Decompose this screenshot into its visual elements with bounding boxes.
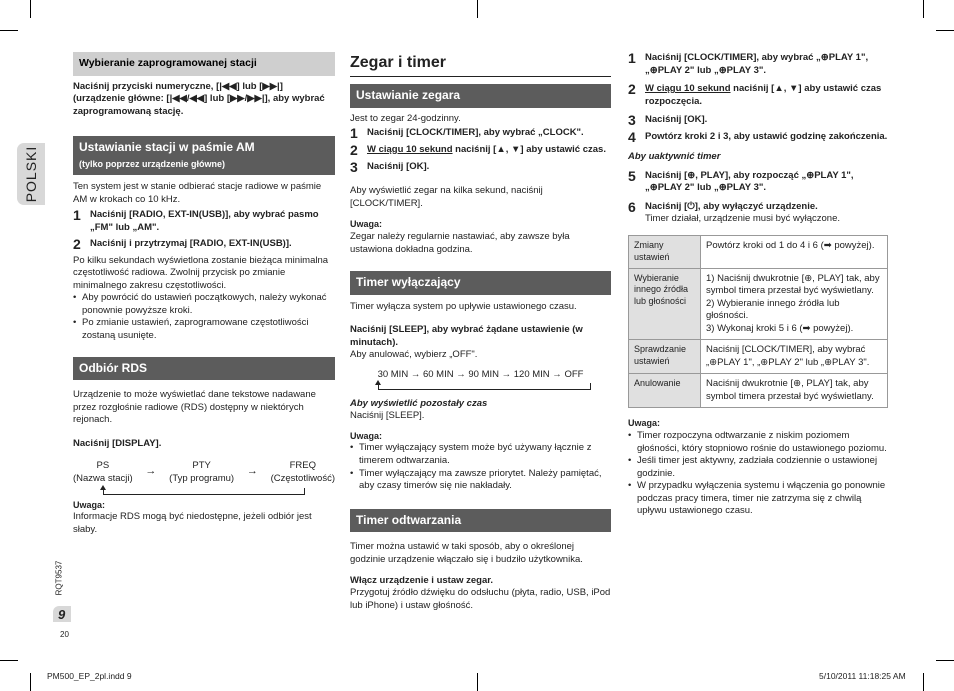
clock-note: Zegar należy regularnie nastawiać, aby zawsze była ustawiona dokładna godzina. <box>350 231 570 255</box>
skip-forward-icon: ▶▶| <box>262 80 280 92</box>
table-label: Wybieranie innego źródła lub głośności <box>629 268 701 340</box>
crop-mark <box>0 30 18 31</box>
clock-step-2: 2 W ciągu 10 sekund naciśnij [▲, ▼] aby ustawić czas. <box>350 142 606 158</box>
rds-intro: Urządzenie to może wyświetlać dane tekstowe nadawane przez rozgłośnie radiowe (RDS) dostępny w niektórych rejonach. <box>73 389 316 426</box>
timer-step-6: 6 Naciśnij [⏻], aby wyłączyć urządzenie. Timer działał, urządzenie musi być wyłączone. <box>628 198 841 225</box>
sleep-remain: Naciśnij [SLEEP]. <box>350 410 425 422</box>
footer-file: PM500_EP_2pl.indd 9 <box>47 671 132 681</box>
crop-mark <box>30 0 31 18</box>
rds-item: PTY (Typ programu) <box>169 460 235 485</box>
rds-note-label: Uwaga: <box>73 499 106 510</box>
sleep-bullet: • Timer wyłączający ma zawsze priorytet. Należy pamiętać, aby czasy timerów się nie nakładały. <box>350 467 602 492</box>
sleep-heading: Timer wyłączający <box>350 271 611 295</box>
crop-mark <box>923 673 924 691</box>
crop-mark <box>0 660 18 661</box>
play-prep-label: Włącz urządzenie i ustaw zegar. <box>350 574 494 586</box>
rds-press: Naciśnij [DISPLAY]. <box>73 437 162 449</box>
crop-mark <box>477 0 478 18</box>
table-row <box>629 235 888 268</box>
timer-step-6-sub: Timer działał, urządzenie musi być wyłączone. <box>645 213 841 225</box>
clock-paragraph: Aby wyświetlić zegar na kilka sekund, naciśnij [CLOCK/TIMER]. <box>350 185 543 209</box>
timer-step-1: 1 Naciśnij [CLOCK/TIMER], aby wybrać „⊕PLAY 1", „⊕PLAY 2" lub „⊕PLAY 3". <box>628 50 869 76</box>
table-value: Powtórz kroki od 1 do 4 i 6 (➡ powyżej). <box>701 235 888 268</box>
table-label: Anulowanie <box>629 374 701 408</box>
column-right <box>628 52 890 518</box>
sleep-intro: Timer wyłącza system po upływie ustawionego czasu. <box>350 300 577 312</box>
rds-sequence <box>73 460 335 485</box>
table-label: Zmiany ustawień <box>629 235 701 268</box>
timer-step-3: 3 Naciśnij [OK]. <box>628 112 708 129</box>
skip-back-icon: |◀◀/◀◀ <box>169 93 205 105</box>
table-row <box>629 340 888 374</box>
play-prep: Przygotuj źródło dźwięku do odsłuchu (płyta, radio, USB, iPod lub iPhone) i ustaw głośność. <box>350 587 611 611</box>
arrow-right-icon: → <box>145 465 157 478</box>
page-sub-number: 20 <box>60 630 69 639</box>
am-paragraph: Po kilku sekundach wyświetlona zostanie bieżąca minimalna częstotliwość radiowa. Zwolnij przycisk po zmianie minimalnego zakresu częstotliwości. <box>73 254 329 291</box>
table-value: 1) Naciśnij dwukrotnie [⊕, PLAY] tak, aby symbol timera przestał być wyświetlany. 2) Wybieranie innego źródła lub głośności. 3) Wykonaj kroki 5 i 6 (➡ powyżej). <box>701 268 888 340</box>
am-step-2: 2 Naciśnij i przytrzymaj [RADIO, EXT-IN(USB)]. <box>73 236 292 253</box>
preset-text: Naciśnij przyciski numeryczne, [|◀◀] lub [▶▶|] (urządzenie główne: [|◀◀/◀◀] lub [▶▶/▶▶|], aby wybrać zaprogramowaną stację. <box>73 80 325 117</box>
crop-mark <box>936 660 954 661</box>
sleep-bullet: • Timer wyłączający system może być używany łącznie z timerem odtwarzania. <box>350 442 592 467</box>
am-bullet: • Aby powrócić do ustawień początkowych, należy wykonać ponownie powyższe kroki. <box>73 292 327 316</box>
crop-mark <box>30 673 31 691</box>
page-code: RQT9537 <box>54 560 64 596</box>
language-tab-label: POLSKI <box>22 145 39 203</box>
sleep-remain-label: Aby wyświetlić pozostały czas <box>350 397 488 409</box>
arrow-right-icon: → <box>246 465 258 478</box>
sleep-press: Naciśnij [SLEEP], aby wybrać żądane ustawienie (w minutach). <box>350 324 583 348</box>
table-label: Sprawdzanie ustawień <box>629 340 701 374</box>
preset-heading: Wybieranie zaprogramowanej stacji <box>73 52 335 76</box>
column-left <box>73 52 335 536</box>
clock-step-3: 3 Naciśnij [OK]. <box>350 158 430 175</box>
rds-item: PS (Nazwa stacji) <box>73 460 133 485</box>
clock-heading: Ustawianie zegara <box>350 84 611 108</box>
timer-note-label: Uwaga: <box>628 418 661 429</box>
play-intro: Timer można ustawić w taki sposób, aby o określonej godzinie urządzenie włączało się i budziło użytkownika. <box>350 541 583 565</box>
sleep-sequence: 30 MIN → 60 MIN → 90 MIN → 120 MIN → OFF <box>377 369 584 381</box>
table-row <box>629 374 888 408</box>
timer-step-5: 5 Naciśnij [⊕, PLAY], aby rozpocząć „⊕PLAY 1", „⊕PLAY 2" lub „⊕PLAY 3". <box>628 167 854 194</box>
timer-step-4: 4 Powtórz kroki 2 i 3, aby ustawić godzinę zakończenia. <box>628 128 888 145</box>
timer-bullet: • Timer rozpoczyna odtwarzanie z niskim poziomem głośności, który stopniowo rośnie do ustawionego poziomu. <box>628 430 887 454</box>
page-number <box>53 606 71 622</box>
am-intro: Ten system jest w stanie odbierać stacje radiowe w paśmie AM w krokach co 10 kHz. <box>73 181 322 205</box>
sleep-cancel: Aby anulować, wybierz „OFF". <box>350 349 478 361</box>
column-middle <box>350 52 611 612</box>
page-number-value: 9 <box>58 607 66 622</box>
clock-step-1: 1 Naciśnij [CLOCK/TIMER], aby wybrać „CLOCK". <box>350 125 584 142</box>
rds-loop-arrow <box>73 488 335 497</box>
table-row <box>629 268 888 340</box>
rds-heading: Odbiór RDS <box>73 357 335 381</box>
sleep-note-label: Uwaga: <box>350 430 383 441</box>
skip-forward-icon: ▶▶/▶▶| <box>229 93 265 105</box>
timer-bullet: • Jeśli timer jest aktywny, zadziała codziennie o ustawionej godzinie. <box>628 455 878 479</box>
table-value: Naciśnij dwukrotnie [⊕, PLAY] tak, aby symbol timera przestał być wyświetlany. <box>701 374 888 408</box>
clock-intro: Jest to zegar 24-godzinny. <box>350 112 461 124</box>
crop-mark <box>923 0 924 18</box>
timer-table <box>628 235 888 409</box>
am-heading: Ustawianie stacji w paśmie AM (tylko poprzez urządzenie główne) <box>73 136 335 175</box>
sleep-loop-arrow <box>350 383 611 392</box>
activate-label: Aby uaktywnić timer <box>628 151 721 163</box>
crop-mark <box>936 30 954 31</box>
am-bullet: • Po zmianie ustawień, zaprogramowane częstotliwości zostaną usunięte. <box>73 317 309 341</box>
play-heading: Timer odtwarzania <box>350 509 611 533</box>
table-value: Naciśnij [CLOCK/TIMER], aby wybrać „⊕PLAY 1", „⊕PLAY 2" lub „⊕PLAY 3". <box>701 340 888 374</box>
rds-item: FREQ (Częstotliwość) <box>270 460 335 485</box>
footer-date: 5/10/2011 11:18:25 AM <box>819 671 906 681</box>
timer-step-2: 2 W ciągu 10 sekund naciśnij [▲, ▼] aby ustawić czas rozpoczęcia. <box>628 81 882 107</box>
crop-mark <box>477 673 478 691</box>
am-subheading: (tylko poprzez urządzenie główne) <box>79 159 226 170</box>
section-title: Zegar i timer <box>350 52 611 77</box>
language-tab <box>17 143 45 205</box>
rds-note: Informacje RDS mogą być niedostępne, jeżeli odbiór jest słaby. <box>73 511 312 535</box>
skip-back-icon: |◀◀ <box>219 80 237 92</box>
am-step-1: 1 Naciśnij [RADIO, EXT-IN(USB)], aby wybrać pasmo „FM" lub „AM". <box>73 207 319 233</box>
clock-note-label: Uwaga: <box>350 219 383 230</box>
timer-bullet: • W przypadku wyłączenia systemu i włączenia go ponownie podczas pracy timera, timer nie zatrzyma się z chwilą upływu ustawionego czasu. <box>628 480 886 517</box>
